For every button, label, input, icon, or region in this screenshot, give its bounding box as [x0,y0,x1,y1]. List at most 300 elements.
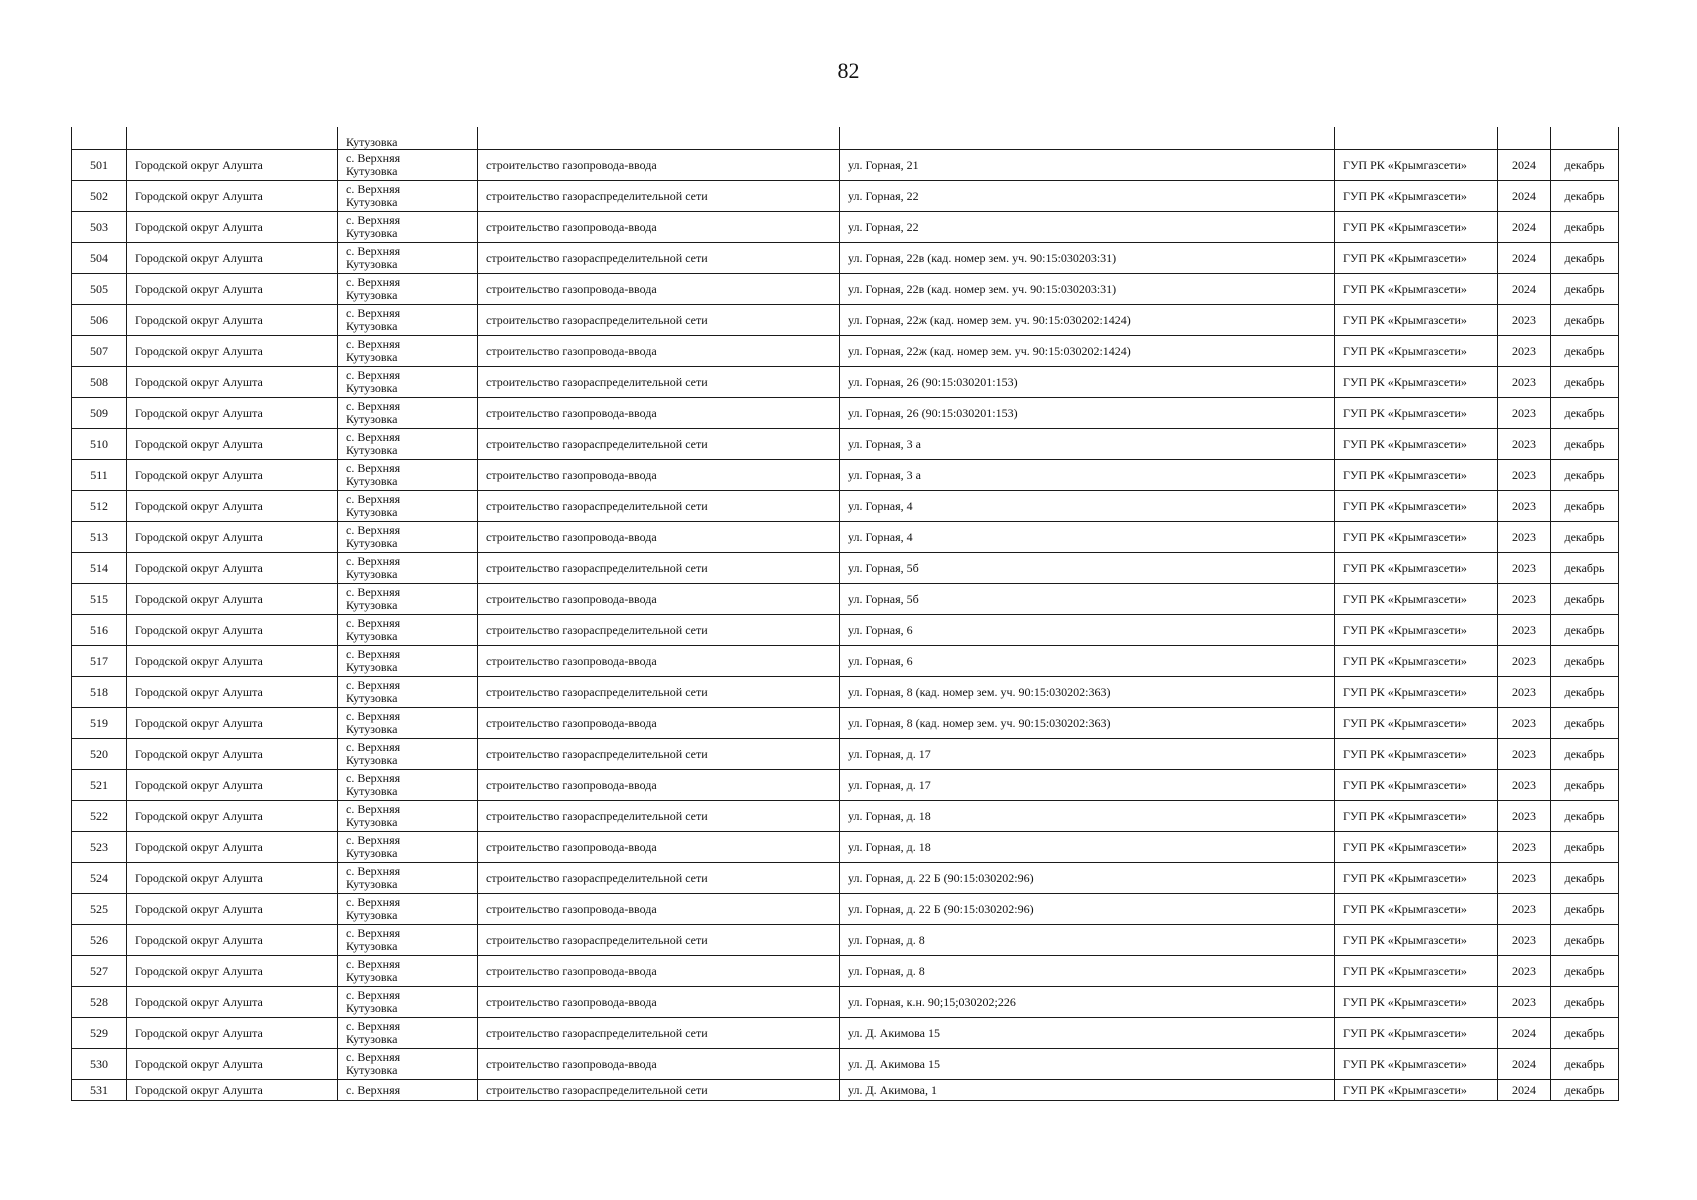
cell-month: декабрь [1551,1080,1619,1101]
cell-address: ул. Горная, к.н. 90;15;030202;226 [840,987,1335,1018]
cell-address: ул. Горная, 3 а [840,460,1335,491]
cell-district: Городской округ Алушта [127,708,338,739]
cell-year: 2023 [1498,584,1551,615]
cell-settlement: Кутузовка [338,127,478,150]
settlement-line: Кутузовка [346,691,398,705]
cell-address: ул. Горная, 22в (кад. номер зем. уч. 90:15:030203:31) [840,243,1335,274]
cell-work: строительство газораспределительной сети [478,677,840,708]
cell-district: Городской округ Алушта [127,336,338,367]
cell-settlement [338,708,478,739]
cell-year: 2023 [1498,336,1551,367]
cell-work: строительство газораспределительной сети [478,367,840,398]
cell-settlement [338,584,478,615]
settlement-line: Кутузовка [346,195,398,209]
table-row [72,429,1619,460]
settlement-line: Кутузовка [346,598,398,612]
table-row [72,491,1619,522]
cell-year: 2023 [1498,615,1551,646]
settlement-line: Кутузовка [346,164,398,178]
cell-year: 2023 [1498,739,1551,770]
table-row [72,987,1619,1018]
settlement-line: с. Верхняя [346,213,401,227]
settlement-line: с. Верхняя [346,616,401,630]
settlement-line: Кутузовка [346,350,398,364]
cell-address: ул. Горная, 22в (кад. номер зем. уч. 90:15:030203:31) [840,274,1335,305]
cell-district: Городской округ Алушта [127,429,338,460]
cell-district: Городской округ Алушта [127,956,338,987]
cell-address: ул. Горная, д. 18 [840,801,1335,832]
cell-address: ул. Горная, 3 а [840,429,1335,460]
cell-district: Городской округ Алушта [127,553,338,584]
cell-year: 2023 [1498,832,1551,863]
cell-work: строительство газораспределительной сети [478,863,840,894]
table-row [72,181,1619,212]
cell-num: 523 [72,832,127,863]
cell-year: 2023 [1498,305,1551,336]
cell-settlement [338,739,478,770]
cell-month: декабрь [1551,1018,1619,1049]
settlement-line: с. Верхняя [346,647,401,661]
settlement-line: с. Верхняя [346,957,401,971]
cell-address [840,127,1335,150]
settlement-line: с. Верхняя [346,399,401,413]
cell-address: ул. Горная, 26 (90:15:030201:153) [840,367,1335,398]
table-row [72,615,1619,646]
cell-district: Городской округ Алушта [127,832,338,863]
cell-district: Городской округ Алушта [127,863,338,894]
cell-district: Городской округ Алушта [127,274,338,305]
cell-district: Городской округ Алушта [127,1080,338,1101]
cell-work: строительство газораспределительной сети [478,553,840,584]
cell-num: 508 [72,367,127,398]
cell-settlement [338,429,478,460]
table-row [72,398,1619,429]
cell-work: строительство газораспределительной сети [478,739,840,770]
cell-year: 2023 [1498,367,1551,398]
cell-num: 519 [72,708,127,739]
settlement-line: Кутузовка [346,257,398,271]
cell-district: Городской округ Алушта [127,584,338,615]
cell-year: 2023 [1498,925,1551,956]
cell-settlement [338,553,478,584]
cell-address: ул. Горная, 4 [840,491,1335,522]
cell-work: строительство газораспределительной сети [478,243,840,274]
cell-district [127,127,338,150]
cell-address: ул. Горная, 8 (кад. номер зем. уч. 90:15:030202:363) [840,708,1335,739]
settlement-line: Кутузовка [346,753,398,767]
cell-work: строительство газораспределительной сети [478,925,840,956]
cell-operator: ГУП РК «Крымгазсети» [1335,336,1498,367]
table-row [72,739,1619,770]
settlement-line: Кутузовка [346,629,398,643]
cell-year: 2024 [1498,150,1551,181]
cell-month: декабрь [1551,708,1619,739]
cell-num: 514 [72,553,127,584]
cell-year: 2024 [1498,1080,1551,1101]
settlement-line: Кутузовка [346,1001,398,1015]
table-row [72,367,1619,398]
settlement-line: Кутузовка [346,226,398,240]
cell-district: Городской округ Алушта [127,615,338,646]
cell-year: 2023 [1498,956,1551,987]
table-row [72,584,1619,615]
cell-year: 2024 [1498,212,1551,243]
cell-year: 2023 [1498,894,1551,925]
cell-num: 525 [72,894,127,925]
cell-work: строительство газораспределительной сети [478,1018,840,1049]
cell-num: 502 [72,181,127,212]
cell-operator: ГУП РК «Крымгазсети» [1335,646,1498,677]
settlement-line: с. Верхняя [346,492,401,506]
table-row [72,832,1619,863]
cell-month: декабрь [1551,336,1619,367]
cell-address: ул. Горная, 26 (90:15:030201:153) [840,398,1335,429]
settlement-line: Кутузовка [346,970,398,984]
cell-address: ул. Д. Акимова 15 [840,1018,1335,1049]
cell-num: 503 [72,212,127,243]
cell-operator: ГУП РК «Крымгазсети» [1335,770,1498,801]
cell-num: 531 [72,1080,127,1101]
cell-address: ул. Горная, 22ж (кад. номер зем. уч. 90:15:030202:1424) [840,305,1335,336]
table-row [72,956,1619,987]
cell-operator: ГУП РК «Крымгазсети» [1335,677,1498,708]
cell-district: Городской округ Алушта [127,491,338,522]
cell-num [72,127,127,150]
settlement-line: Кутузовка [346,846,398,860]
cell-year: 2024 [1498,181,1551,212]
cell-num: 511 [72,460,127,491]
cell-month: декабрь [1551,677,1619,708]
cell-year: 2023 [1498,429,1551,460]
settlement-line: с. Верхняя [346,895,401,909]
cell-month: декабрь [1551,770,1619,801]
settlement-line: Кутузовка [346,443,398,457]
cell-district: Городской округ Алушта [127,181,338,212]
settlement-line: Кутузовка [346,877,398,891]
cell-year: 2023 [1498,708,1551,739]
cell-district: Городской округ Алушта [127,1049,338,1080]
table-row [72,243,1619,274]
cell-num: 504 [72,243,127,274]
cell-operator: ГУП РК «Крымгазсети» [1335,801,1498,832]
cell-month: декабрь [1551,832,1619,863]
table-row [72,801,1619,832]
table-row [72,770,1619,801]
cell-address: ул. Горная, д. 8 [840,925,1335,956]
cell-address: ул. Горная, 4 [840,522,1335,553]
cell-year: 2024 [1498,1049,1551,1080]
settlement-line: Кутузовка [346,536,398,550]
cell-num: 516 [72,615,127,646]
settlement-line: с. Верхняя [346,802,401,816]
table-row [72,1080,1619,1101]
cell-settlement [338,677,478,708]
cell-district: Городской округ Алушта [127,677,338,708]
cell-month: декабрь [1551,367,1619,398]
settlement-line: Кутузовка [346,1032,398,1046]
cell-work: строительство газопровода-ввода [478,770,840,801]
settlement-line: с. Верхняя [346,151,401,165]
cell-work: строительство газопровода-ввода [478,1049,840,1080]
cell-operator: ГУП РК «Крымгазсети» [1335,863,1498,894]
cell-settlement [338,212,478,243]
cell-year: 2023 [1498,460,1551,491]
table-row [72,150,1619,181]
cell-year: 2023 [1498,491,1551,522]
cell-operator: ГУП РК «Крымгазсети» [1335,553,1498,584]
settlement-line: с. Верхняя [346,461,401,475]
table-row [72,708,1619,739]
cell-settlement [338,1080,478,1101]
settlement-line: с. Верхняя [346,864,401,878]
cell-work: строительство газораспределительной сети [478,615,840,646]
table-row [72,925,1619,956]
cell-district: Городской округ Алушта [127,305,338,336]
cell-month: декабрь [1551,243,1619,274]
cell-settlement [338,925,478,956]
cell-operator: ГУП РК «Крымгазсети» [1335,150,1498,181]
cell-operator: ГУП РК «Крымгазсети» [1335,615,1498,646]
cell-work: строительство газопровода-ввода [478,708,840,739]
table-row [72,863,1619,894]
cell-address: ул. Горная, д. 22 Б (90:15:030202:96) [840,894,1335,925]
cell-num: 522 [72,801,127,832]
cell-num: 520 [72,739,127,770]
settlement-line: Кутузовка [346,722,398,736]
cell-month: декабрь [1551,801,1619,832]
settlement-line: Кутузовка [346,505,398,519]
cell-settlement [338,522,478,553]
cell-operator: ГУП РК «Крымгазсети» [1335,398,1498,429]
cell-address: ул. Горная, д. 8 [840,956,1335,987]
cell-address: ул. Д. Акимова, 1 [840,1080,1335,1101]
cell-month: декабрь [1551,150,1619,181]
cell-work: строительство газораспределительной сети [478,305,840,336]
settlement-line: с. Верхняя [346,678,401,692]
cell-year: 2023 [1498,801,1551,832]
cell-year: 2024 [1498,243,1551,274]
cell-work: строительство газопровода-ввода [478,894,840,925]
settlement-line: Кутузовка [346,381,398,395]
cell-work: строительство газораспределительной сети [478,429,840,460]
cell-work: строительство газораспределительной сети [478,491,840,522]
cell-settlement [338,460,478,491]
table-row [72,522,1619,553]
cell-operator: ГУП РК «Крымгазсети» [1335,491,1498,522]
cell-address: ул. Горная, д. 17 [840,770,1335,801]
cell-year: 2024 [1498,1018,1551,1049]
cell-address: ул. Д. Акимова 15 [840,1049,1335,1080]
settlement-line: с. Верхняя [346,740,401,754]
settlement-line: с. Верхняя [346,1082,401,1097]
cell-settlement [338,863,478,894]
cell-month: декабрь [1551,584,1619,615]
cell-district: Городской округ Алушта [127,398,338,429]
cell-operator: ГУП РК «Крымгазсети» [1335,243,1498,274]
settlement-line: с. Верхняя [346,244,401,258]
cell-work: строительство газопровода-ввода [478,987,840,1018]
settlement-line: Кутузовка [346,288,398,302]
cell-work: строительство газораспределительной сети [478,1080,840,1101]
cell-year: 2023 [1498,522,1551,553]
cell-settlement [338,615,478,646]
cell-year: 2023 [1498,398,1551,429]
table-row [72,305,1619,336]
cell-work: строительство газораспределительной сети [478,181,840,212]
cell-num: 510 [72,429,127,460]
registry-table [71,127,1619,1101]
cell-work: строительство газопровода-ввода [478,274,840,305]
cell-num: 505 [72,274,127,305]
cell-operator: ГУП РК «Крымгазсети» [1335,460,1498,491]
settlement-line: Кутузовка [346,908,398,922]
settlement-line: с. Верхняя [346,1050,401,1064]
cell-year: 2023 [1498,646,1551,677]
cell-work: строительство газопровода-ввода [478,956,840,987]
cell-num: 530 [72,1049,127,1080]
table-row [72,677,1619,708]
cell-settlement [338,274,478,305]
cell-month: декабрь [1551,491,1619,522]
cell-operator: ГУП РК «Крымгазсети» [1335,305,1498,336]
cell-month: декабрь [1551,863,1619,894]
cell-district: Городской округ Алушта [127,460,338,491]
cell-settlement [338,491,478,522]
cell-settlement [338,646,478,677]
cell-num: 517 [72,646,127,677]
settlement-line: с. Верхняя [346,523,401,537]
cell-month: декабрь [1551,398,1619,429]
cell-settlement [338,1018,478,1049]
continuation-row [72,127,1619,150]
cell-district: Городской округ Алушта [127,243,338,274]
settlement-line: с. Верхняя [346,709,401,723]
settlement-line: с. Верхняя [346,988,401,1002]
cell-num: 524 [72,863,127,894]
cell-year [1498,127,1551,150]
cell-operator: ГУП РК «Крымгазсети» [1335,274,1498,305]
cell-settlement [338,150,478,181]
cell-address: ул. Горная, 5б [840,553,1335,584]
cell-year: 2024 [1498,274,1551,305]
settlement-line: Кутузовка [346,474,398,488]
settlement-line: Кутузовка [346,939,398,953]
cell-num: 526 [72,925,127,956]
cell-month: декабрь [1551,460,1619,491]
cell-settlement [338,398,478,429]
cell-address: ул. Горная, 22 [840,212,1335,243]
cell-operator [1335,127,1498,150]
cell-settlement [338,367,478,398]
cell-month: декабрь [1551,894,1619,925]
cell-district: Городской округ Алушта [127,801,338,832]
cell-operator: ГУП РК «Крымгазсети» [1335,956,1498,987]
cell-settlement [338,801,478,832]
table-row [72,894,1619,925]
settlement-line: с. Верхняя [346,306,401,320]
settlement-line: с. Верхняя [346,1019,401,1033]
cell-operator: ГУП РК «Крымгазсети» [1335,832,1498,863]
settlement-line: с. Верхняя [346,182,401,196]
cell-operator: ГУП РК «Крымгазсети» [1335,1080,1498,1101]
table-body [72,127,1619,1101]
cell-district: Городской округ Алушта [127,739,338,770]
cell-operator: ГУП РК «Крымгазсети» [1335,367,1498,398]
cell-operator: ГУП РК «Крымгазсети» [1335,212,1498,243]
cell-operator: ГУП РК «Крымгазсети» [1335,522,1498,553]
settlement-line: с. Верхняя [346,585,401,599]
settlement-line: Кутузовка [346,412,398,426]
cell-address: ул. Горная, 22 [840,181,1335,212]
settlement-line: с. Верхняя [346,554,401,568]
cell-work: строительство газопровода-ввода [478,460,840,491]
cell-work: строительство газопровода-ввода [478,150,840,181]
cell-address: ул. Горная, д. 22 Б (90:15:030202:96) [840,863,1335,894]
cell-address: ул. Горная, 6 [840,646,1335,677]
cell-year: 2023 [1498,987,1551,1018]
cell-month: декабрь [1551,646,1619,677]
settlement-line: Кутузовка [346,567,398,581]
cell-month: декабрь [1551,615,1619,646]
cell-month: декабрь [1551,1049,1619,1080]
cell-year: 2023 [1498,677,1551,708]
cell-work: строительство газопровода-ввода [478,212,840,243]
cell-num: 507 [72,336,127,367]
cell-month: декабрь [1551,925,1619,956]
cell-district: Городской округ Алушта [127,894,338,925]
cell-operator: ГУП РК «Крымгазсети» [1335,987,1498,1018]
cell-num: 501 [72,150,127,181]
cell-month: декабрь [1551,956,1619,987]
settlement-line: с. Верхняя [346,368,401,382]
cell-num: 513 [72,522,127,553]
cell-num: 529 [72,1018,127,1049]
cell-month: декабрь [1551,274,1619,305]
settlement-line: с. Верхняя [346,275,401,289]
cell-settlement [338,336,478,367]
cell-address: ул. Горная, 5б [840,584,1335,615]
cell-settlement [338,956,478,987]
cell-num: 515 [72,584,127,615]
cell-year: 2023 [1498,553,1551,584]
page-number: 82 [837,58,860,83]
cell-month: декабрь [1551,429,1619,460]
cell-district: Городской округ Алушта [127,646,338,677]
cell-settlement [338,243,478,274]
table-row [72,553,1619,584]
cell-operator: ГУП РК «Крымгазсети» [1335,739,1498,770]
cell-operator: ГУП РК «Крымгазсети» [1335,925,1498,956]
cell-address: ул. Горная, д. 18 [840,832,1335,863]
cell-num: 512 [72,491,127,522]
cell-month: декабрь [1551,212,1619,243]
cell-work: строительство газопровода-ввода [478,584,840,615]
table-row [72,1018,1619,1049]
cell-operator: ГУП РК «Крымгазсети» [1335,1049,1498,1080]
settlement-line: Кутузовка [346,815,398,829]
cell-district: Городской округ Алушта [127,212,338,243]
settlement-line: с. Верхняя [346,771,401,785]
table-row [72,460,1619,491]
cell-month: декабрь [1551,987,1619,1018]
cell-district: Городской округ Алушта [127,150,338,181]
cell-settlement [338,770,478,801]
cell-district: Городской округ Алушта [127,1018,338,1049]
cell-num: 518 [72,677,127,708]
settlement-line: Кутузовка [346,1063,398,1077]
cell-settlement [338,987,478,1018]
cell-work [478,127,840,150]
